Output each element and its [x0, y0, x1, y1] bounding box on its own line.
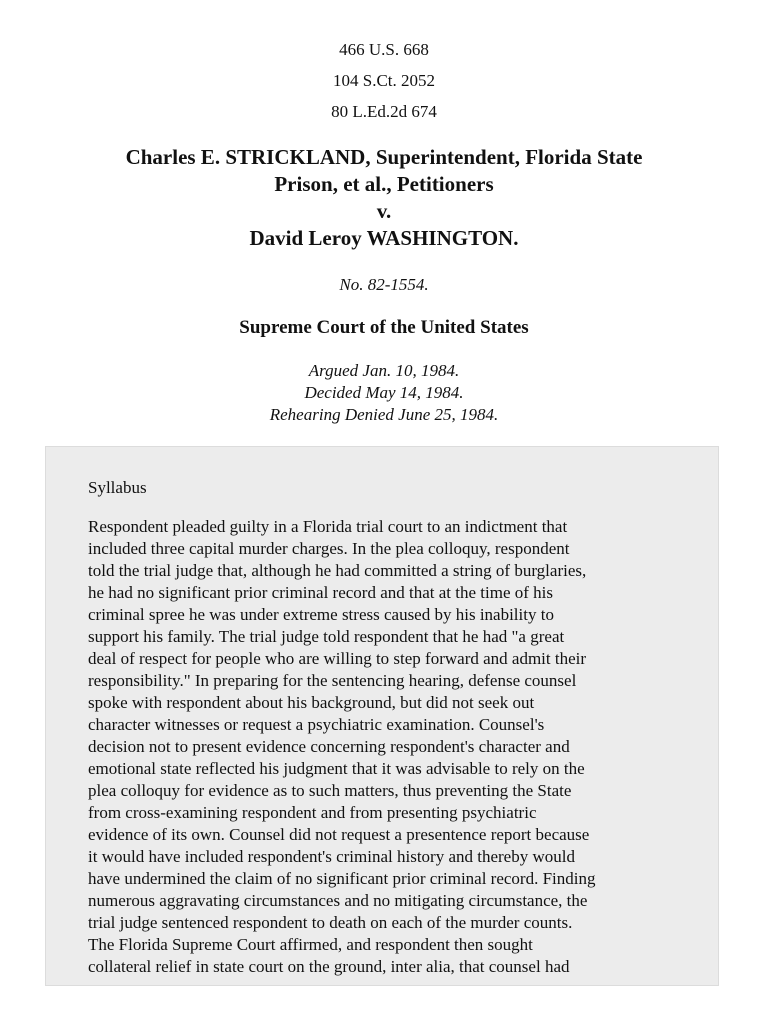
syllabus-line: character witnesses or request a psychiatric examination. Counsel's — [88, 715, 545, 734]
syllabus-line: deal of respect for people who are willing to step forward and admit their — [88, 649, 587, 668]
court-name: Supreme Court of the United States — [239, 317, 529, 338]
citation-lawyers-edition: 80 L.Ed.2d 674 — [331, 102, 437, 121]
citations — [0, 34, 768, 127]
syllabus-line: decision not to present evidence concerning respondent's character and — [88, 737, 570, 756]
syllabus-line: Respondent pleaded guilty in a Florida trial court to an indictment that — [88, 517, 568, 536]
argued-date: Argued Jan. 10, 1984. — [308, 361, 460, 380]
case-title-line-2: Prison, et al., Petitioners — [274, 172, 494, 196]
citation-us-reports: 466 U.S. 668 — [339, 40, 429, 59]
syllabus-line: plea colloquy for evidence as to such matters, thus preventing the State — [88, 781, 572, 800]
syllabus-heading: Syllabus — [88, 478, 147, 497]
case-title — [40, 144, 728, 252]
syllabus-line: responsibility." In preparing for the sentencing hearing, defense counsel — [88, 671, 577, 690]
syllabus-line: emotional state reflected his judgment that it was advisable to rely on the — [88, 759, 585, 778]
syllabus-line: have undermined the claim of no significant prior criminal record. Finding — [88, 869, 596, 888]
docket-number: No. 82-1554. — [339, 275, 429, 294]
rehearing-date: Rehearing Denied June 25, 1984. — [269, 405, 499, 424]
case-title-line-1: Charles E. STRICKLAND, Superintendent, Florida State — [125, 145, 643, 169]
syllabus-line: from cross-examining respondent and from presenting psychiatric — [88, 803, 537, 822]
case-title-versus: v. — [376, 199, 392, 223]
syllabus-line: support his family. The trial judge told respondent that he had "a great — [88, 627, 565, 646]
decided-date: Decided May 14, 1984. — [304, 383, 464, 402]
syllabus-line: collateral relief in state court on the ground, inter alia, that counsel had — [88, 957, 570, 976]
syllabus-line: numerous aggravating circumstances and no mitigating circumstance, the — [88, 891, 588, 910]
citation-supreme-court-reporter: 104 S.Ct. 2052 — [332, 71, 436, 90]
syllabus-line: evidence of its own. Counsel did not request a presentence report because — [88, 825, 590, 844]
case-dates — [0, 360, 768, 426]
syllabus-line: it would have included respondent's criminal history and thereby would — [88, 847, 575, 866]
syllabus-text — [88, 516, 688, 978]
syllabus-line: included three capital murder charges. In the plea colloquy, respondent — [88, 539, 570, 558]
syllabus-line: spoke with respondent about his background, but did not seek out — [88, 693, 535, 712]
case-title-line-4: David Leroy WASHINGTON. — [249, 226, 519, 250]
syllabus-line: criminal spree he was under extreme stress caused by his inability to — [88, 605, 554, 624]
syllabus-box — [45, 446, 719, 986]
syllabus-line: he had no significant prior criminal record and that at the time of his — [88, 583, 553, 602]
syllabus-line: told the trial judge that, although he had committed a string of burglaries, — [88, 561, 587, 580]
syllabus-line: trial judge sentenced respondent to death on each of the murder counts. — [88, 913, 573, 932]
syllabus-line: The Florida Supreme Court affirmed, and respondent then sought — [88, 935, 533, 954]
